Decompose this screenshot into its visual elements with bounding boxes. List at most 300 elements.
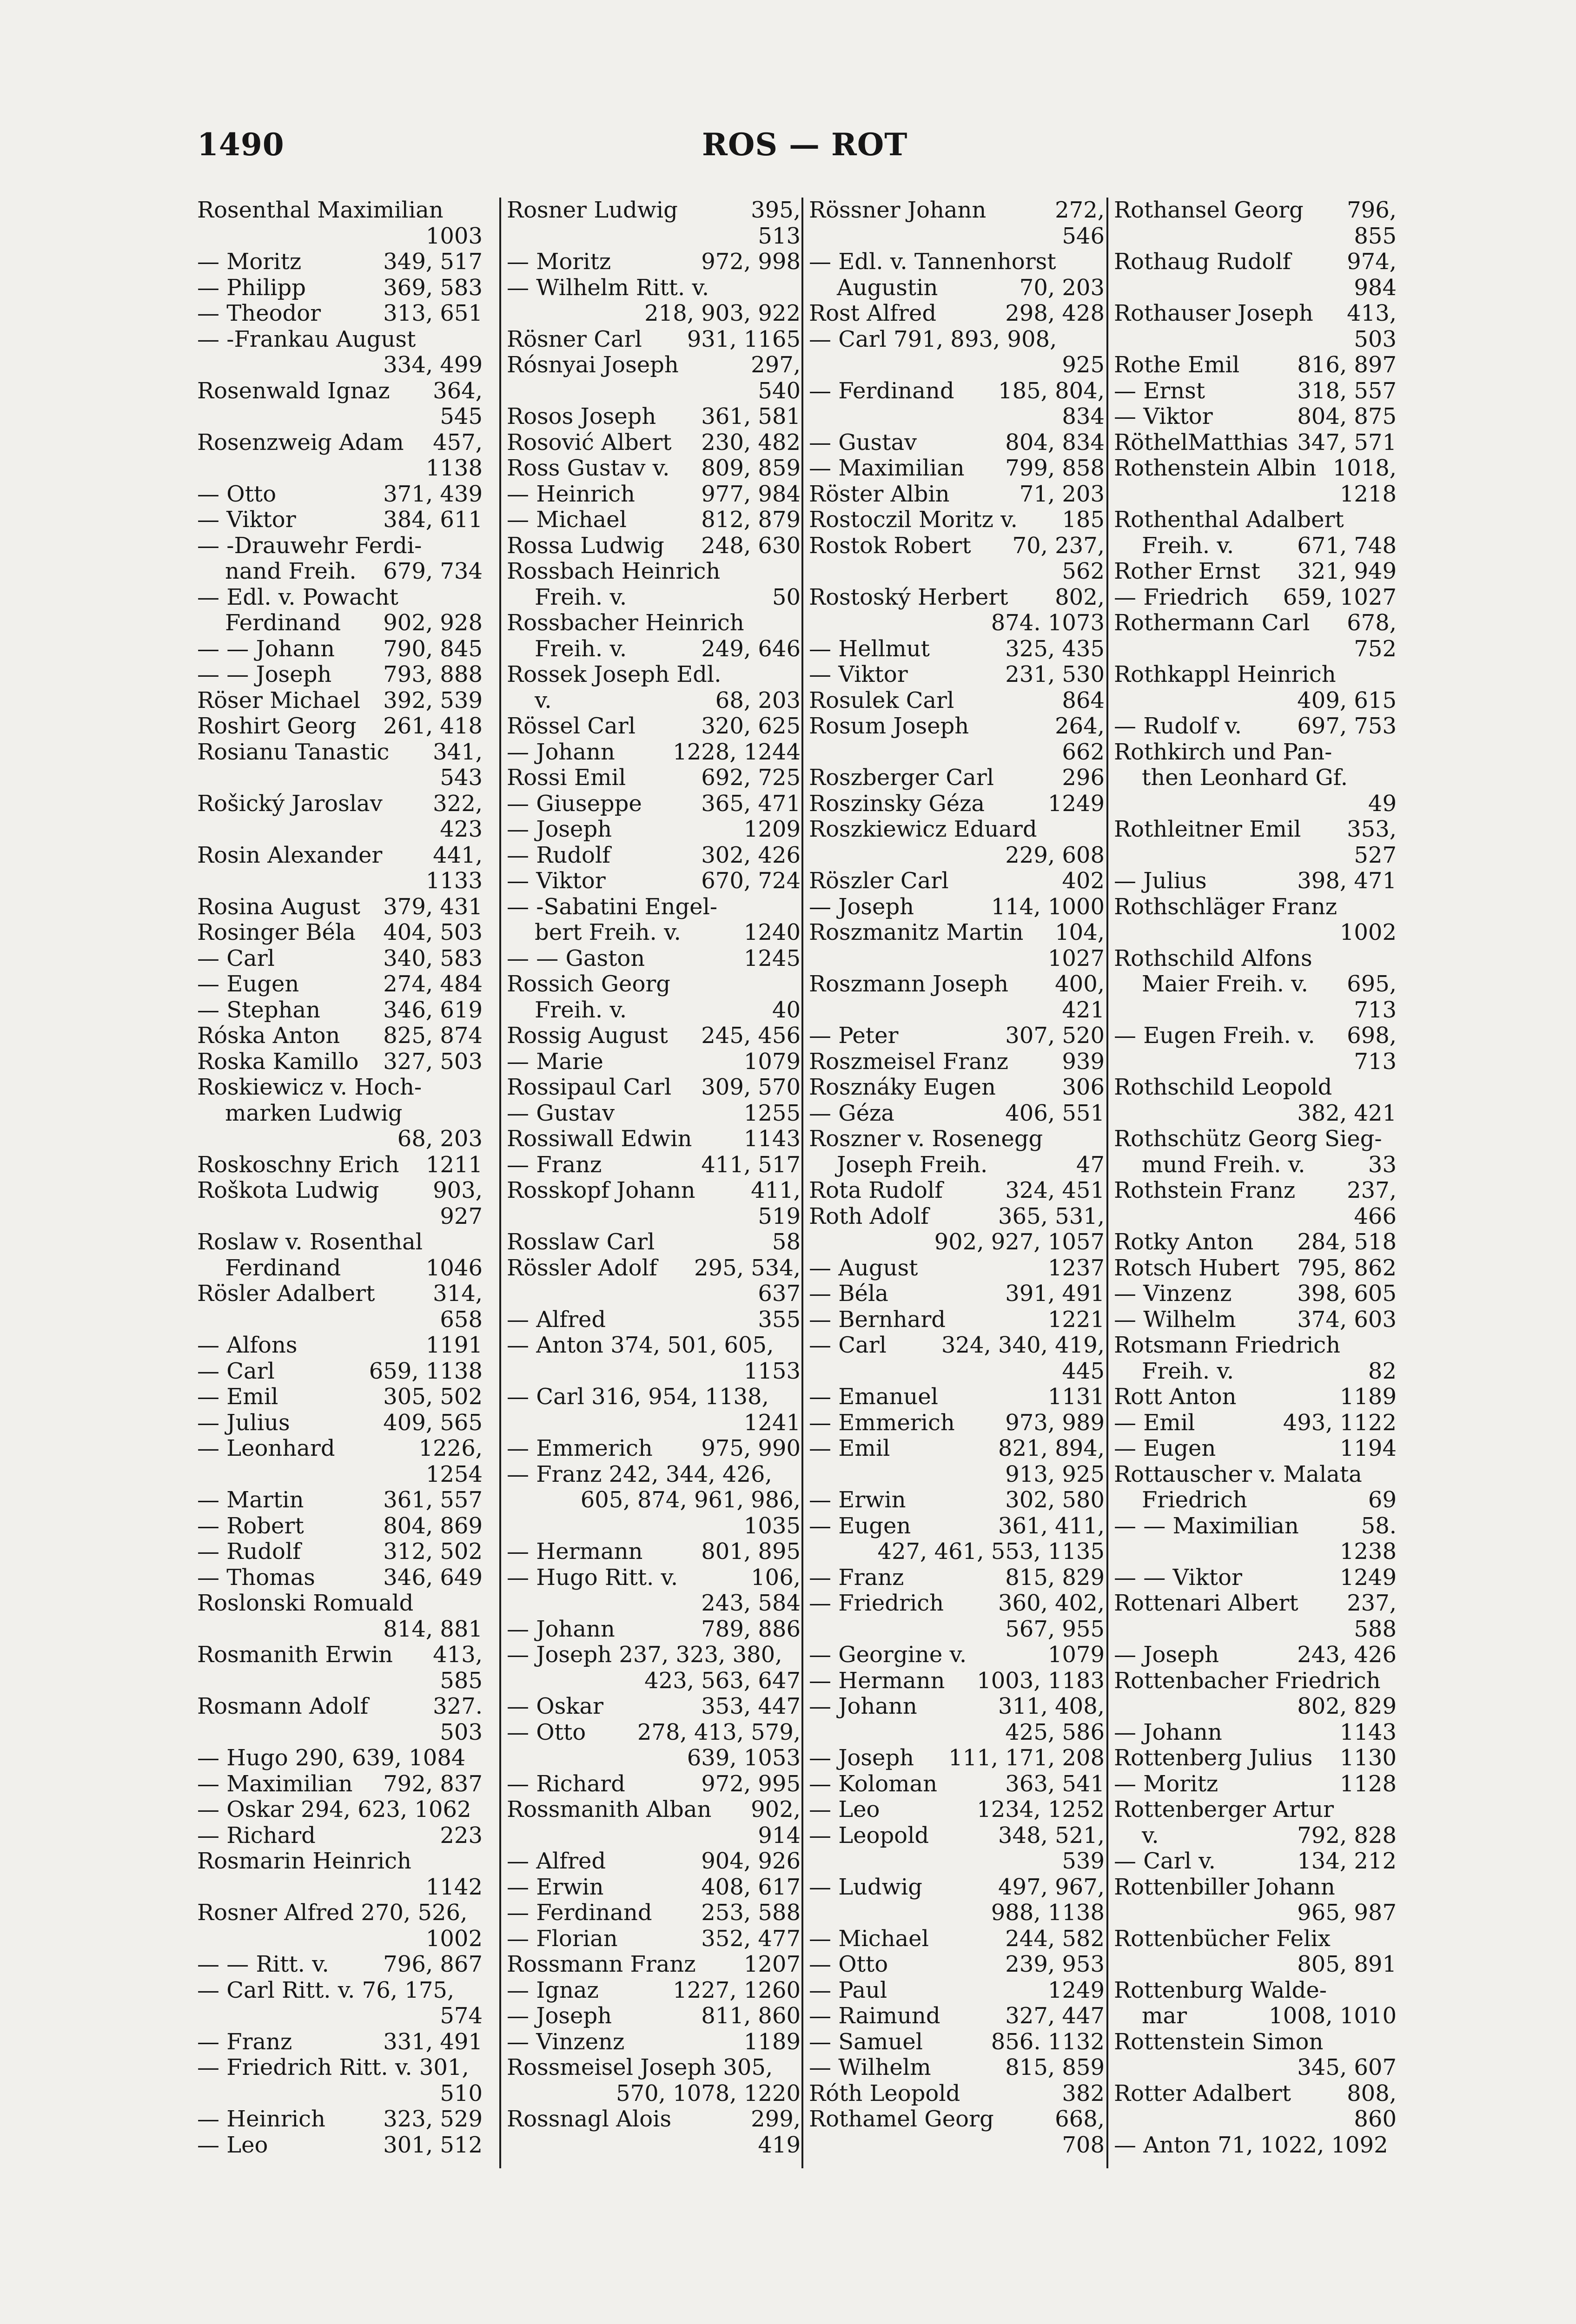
index-line (809, 2055, 1105, 2081)
index-line: 510 (440, 2080, 483, 2106)
entry-name: — Leo (809, 1797, 880, 1822)
index-line (809, 1513, 1105, 1539)
entry-name: Rosslaw Carl (507, 1229, 655, 1255)
index-line: 588 (1354, 1616, 1397, 1642)
entry-name: Rossig August (507, 1023, 668, 1049)
index-line (809, 1281, 1105, 1307)
index-line: 855 (1354, 223, 1397, 249)
entry-name: — Joseph (809, 894, 914, 920)
index-line: Roskiewicz v. Hoch- (197, 1075, 422, 1100)
index-line (1114, 1281, 1397, 1307)
entry-name: — Viktor (809, 662, 908, 687)
entry-pages: 903, (433, 1178, 483, 1203)
entry-name: Rothaug Rudolf (1114, 249, 1291, 275)
entry-name: Rosmanith Erwin (197, 1642, 393, 1668)
index-line (507, 456, 801, 482)
entry-pages: 671, 748 (1297, 533, 1397, 559)
index-line (809, 2003, 1105, 2029)
index-line: 914 (758, 1822, 801, 1849)
entry-pages: 185 (1062, 507, 1105, 533)
index-line (197, 1771, 483, 1797)
entry-name: — Alfons (197, 1333, 298, 1358)
index-line (507, 1436, 801, 1462)
index-line: Rottenbiller Johann (1114, 1874, 1335, 1900)
entry-name: Rother Ernst (1114, 559, 1260, 584)
index-line (507, 997, 801, 1023)
index-line (197, 559, 483, 585)
entry-pages: 804, 869 (383, 1513, 483, 1539)
index-line: Rotsmann Friedrich (1114, 1333, 1341, 1358)
entry-name: Rossi Emil (507, 765, 626, 791)
index-line (507, 868, 801, 894)
entry-name: — Giuseppe (507, 791, 642, 817)
index-line (197, 1255, 483, 1281)
entry-pages: 58. (1361, 1513, 1397, 1539)
entry-name: Rothermann Carl (1114, 610, 1310, 636)
index-line (507, 946, 801, 972)
index-line: — Carl 791, 893, 908, (809, 326, 1057, 352)
index-line (809, 636, 1105, 662)
entry-name: Rothamel Georg (809, 2106, 994, 2132)
index-line: 814, 881 (383, 1616, 483, 1642)
index-line: 965, 987 (1297, 1900, 1397, 1926)
index-line: Roslaw v. Rosenthal (197, 1229, 423, 1255)
entry-name: Rosianu Tanastic (197, 739, 390, 765)
entry-pages: 82 (1368, 1358, 1397, 1384)
index-line (1114, 249, 1397, 275)
entry-pages: 361, 557 (383, 1487, 483, 1513)
entry-name: Ross Gustav v. (507, 456, 670, 481)
entry-pages: 1237 (1047, 1255, 1105, 1281)
index-line (197, 1694, 483, 1720)
entry-pages: 40 (772, 997, 801, 1023)
index-line (809, 2106, 1105, 2133)
index-line (809, 1487, 1105, 1513)
entry-name: Roszmanitz Martin (809, 920, 1024, 945)
index-line: Rothschütz Georg Sieg- (1114, 1126, 1382, 1152)
entry-pages: 406, 551 (1005, 1100, 1105, 1126)
index-line (1114, 1229, 1397, 1255)
entry-name: Rosos Joseph (507, 404, 656, 429)
entry-pages: 302, 580 (1005, 1487, 1105, 1513)
index-line: 345, 607 (1297, 2055, 1397, 2080)
entry-name: — Joseph (507, 2003, 612, 2029)
index-line (507, 482, 801, 508)
entry-pages: 698, (1347, 1023, 1397, 1049)
entry-pages: 1194 (1339, 1436, 1397, 1461)
index-line: marken Ludwig (225, 1100, 403, 1126)
entry-name: Rosović Albert (507, 429, 672, 456)
entry-name: — Franz (809, 1565, 904, 1591)
index-line: Rossich Georg (507, 971, 671, 997)
index-line (507, 1101, 801, 1127)
index-line (197, 507, 483, 533)
index-line (809, 688, 1105, 714)
index-line (507, 1617, 801, 1643)
index-line (809, 1178, 1105, 1204)
index-line: 527 (1354, 842, 1397, 868)
index-line: Rottenbücher Felix (1114, 1926, 1331, 1952)
entry-pages: 364, (433, 378, 483, 404)
entry-pages: 239, 953 (1005, 1952, 1105, 1977)
entry-name: — Alfred (507, 1307, 606, 1333)
index-line: 1254 (425, 1461, 483, 1487)
entry-pages: 249, 646 (701, 636, 801, 662)
index-line: Rothschläger Franz (1114, 894, 1338, 920)
entry-name: — Marie (507, 1049, 603, 1075)
index-line (507, 1126, 801, 1152)
entry-pages: 398, 471 (1297, 868, 1397, 894)
index-column-4 (1106, 198, 1397, 2168)
entry-name: — Theodor (197, 301, 321, 326)
entry-pages: 245, 456 (701, 1023, 801, 1049)
index-line (507, 1978, 801, 2004)
index-line (809, 1101, 1105, 1127)
index-line (809, 1694, 1105, 1720)
index-line (1114, 378, 1397, 404)
entry-name: — Eugen (197, 971, 299, 997)
index-line (197, 275, 483, 301)
entry-name: Rossnagl Alois (507, 2106, 672, 2132)
index-line (809, 198, 1105, 224)
entry-name: — Rudolf (197, 1539, 301, 1565)
entry-pages: 248, 630 (701, 533, 801, 559)
entry-name: Rösner Carl (507, 326, 642, 352)
index-line (507, 1875, 801, 1901)
entry-pages: 360, 402, (998, 1591, 1105, 1616)
index-line: 988, 1138 (991, 1900, 1105, 1926)
index-line: — Wilhelm Ritt. v. (507, 275, 709, 301)
index-line: 218, 903, 922 (644, 301, 801, 326)
index-line: 409, 615 (1297, 687, 1397, 713)
entry-name: Rosina August (197, 894, 360, 920)
entry-name: bert Freih. v. (535, 920, 681, 945)
index-line (197, 2029, 483, 2055)
index-line (197, 2133, 483, 2159)
entry-name: Röser Michael (197, 687, 360, 713)
entry-name: — Rudolf (507, 842, 611, 868)
index-line: 658 (440, 1307, 483, 1333)
index-line: 419 (758, 2132, 801, 2158)
index-line (1114, 1410, 1397, 1436)
index-line: Rothschild Alfons (1114, 945, 1312, 971)
entry-name: Roszmeisel Franz (809, 1049, 1008, 1075)
index-line (809, 1952, 1105, 1978)
entry-pages: 327, 447 (1005, 2003, 1105, 2029)
entry-name: — Joseph (809, 1745, 914, 1771)
entry-name: — Viktor (507, 868, 606, 894)
index-line: Rottenstein Simon (1114, 2029, 1324, 2055)
entry-pages: 71, 203 (1019, 481, 1105, 507)
index-line (197, 1152, 483, 1178)
index-line (197, 920, 483, 946)
entry-name: Roshirt Georg (197, 713, 357, 739)
entry-name: — Joseph (507, 817, 612, 842)
index-line (809, 1307, 1105, 1333)
entry-pages: 47 (1076, 1152, 1105, 1178)
index-line (1114, 301, 1397, 327)
entry-name: — Leonhard (197, 1436, 335, 1461)
index-line (197, 1333, 483, 1359)
index-line (1114, 352, 1397, 378)
entry-name: — Otto (809, 1952, 888, 1977)
entry-pages: 298, 428 (1005, 301, 1105, 326)
index-line: — -Frankau August (197, 326, 416, 352)
entry-pages: 1255 (743, 1100, 801, 1126)
entry-pages: 353, (1347, 817, 1397, 842)
index-line (197, 1487, 483, 1513)
index-line (809, 1926, 1105, 1952)
index-line: 503 (440, 1719, 483, 1745)
entry-pages: 975, 990 (701, 1436, 801, 1461)
index-line (1114, 610, 1397, 636)
index-line: 334, 499 (383, 352, 483, 378)
index-line (1114, 559, 1397, 585)
entry-name: — Samuel (809, 2029, 923, 2055)
entry-name: Rota Rudolf (809, 1178, 943, 1203)
entry-name: Rothstein Franz (1114, 1178, 1296, 1203)
index-line (507, 1075, 801, 1101)
index-line (1114, 1849, 1397, 1875)
index-line: then Leonhard Gf. (1142, 765, 1348, 791)
entry-name: — Eugen (809, 1513, 911, 1539)
index-line (197, 1384, 483, 1410)
index-line (507, 1565, 801, 1591)
entry-pages: 856. 1132 (991, 2029, 1105, 2055)
entry-pages: 409, 565 (383, 1410, 483, 1436)
index-line (197, 378, 483, 404)
entry-name: — Friedrich (1114, 584, 1249, 610)
entry-pages: 811, 860 (701, 2003, 801, 2029)
index-line: Roszkiewicz Eduard (809, 817, 1037, 842)
entry-pages: 111, 171, 208 (948, 1745, 1105, 1771)
index-line: 539 (1062, 1849, 1105, 1874)
entry-name: nand Freih. (225, 559, 357, 584)
index-line (197, 1178, 483, 1204)
entry-name: Joseph Freih. (837, 1152, 988, 1178)
index-line: 639, 1053 (687, 1745, 801, 1771)
entry-name: Rothe Emil (1114, 352, 1240, 378)
index-line (809, 662, 1105, 688)
index-line: 713 (1354, 997, 1397, 1023)
entry-pages: 801, 895 (701, 1539, 801, 1565)
entry-name: — Hellmut (809, 636, 930, 662)
entry-pages: 1249 (1047, 1977, 1105, 2003)
entry-pages: 1003, 1183 (977, 1668, 1105, 1694)
entry-pages: 792, 828 (1297, 1822, 1397, 1849)
entry-name: Rosin Alexander (197, 842, 383, 868)
index-line (1114, 2081, 1397, 2107)
index-line: 802, 829 (1297, 1694, 1397, 1719)
entry-pages: 237, (1347, 1178, 1397, 1203)
entry-name: — Erwin (809, 1487, 906, 1513)
entry-pages: 307, 520 (1005, 1023, 1105, 1049)
index-line: Rothkappl Heinrich (1114, 662, 1336, 687)
index-line (1114, 1513, 1397, 1539)
entry-pages: 327. (433, 1694, 483, 1719)
index-line (197, 739, 483, 766)
entry-name: — Julius (1114, 868, 1207, 894)
entry-pages: 1131 (1047, 1384, 1105, 1410)
entry-pages: 809, 859 (701, 456, 801, 481)
index-line (197, 997, 483, 1023)
index-line: — Hugo 290, 639, 1084 (197, 1745, 466, 1771)
entry-pages: 346, 619 (383, 997, 483, 1023)
entry-pages: 864 (1062, 687, 1105, 713)
entry-pages: 70, 203 (1019, 275, 1105, 301)
entry-pages: 318, 557 (1297, 378, 1397, 404)
index-line (507, 2106, 801, 2133)
entry-name: — Carl (197, 945, 275, 971)
entry-name: Rottenari Albert (1114, 1591, 1298, 1616)
entry-pages: 1191 (425, 1333, 483, 1358)
index-line: — Joseph 237, 323, 380, (507, 1642, 782, 1668)
entry-name: Rostok Robert (809, 533, 971, 559)
entry-pages: 324, 451 (1005, 1178, 1105, 1203)
entry-name: Rothauser Joseph (1114, 301, 1313, 326)
index-line (809, 1875, 1105, 1901)
index-line (507, 249, 801, 275)
entry-name: Rossiwall Edwin (507, 1126, 692, 1152)
entry-name: — Franz (507, 1152, 602, 1178)
index-line (809, 1410, 1105, 1436)
entry-pages: 902, 928 (383, 610, 483, 636)
entry-name: Freih. v. (1142, 533, 1234, 559)
index-line: 902, 927, 1057 (934, 1229, 1105, 1255)
entry-name: Freih. v. (1142, 1358, 1234, 1384)
index-line (809, 894, 1105, 920)
index-line (1114, 1178, 1397, 1204)
index-line: 708 (1062, 2132, 1105, 2158)
entry-name: Rosmann Adolf (197, 1694, 369, 1719)
entry-pages: 411, (751, 1178, 801, 1203)
entry-pages: 1189 (1339, 1384, 1397, 1410)
index-line (507, 1720, 801, 1746)
index-line (1114, 713, 1397, 739)
index-line: 913, 925 (1005, 1461, 1105, 1487)
entry-name: Rósnyai Joseph (507, 352, 679, 378)
index-line (1114, 971, 1397, 997)
entry-name: Rothansel Georg (1114, 198, 1304, 223)
entry-name: — Peter (809, 1023, 899, 1049)
index-line: 1003 (425, 223, 483, 249)
index-line (507, 920, 801, 946)
entry-name: Rottenberg Julius (1114, 1745, 1313, 1771)
entry-name: Rosznáky Eugen (809, 1075, 996, 1100)
index-line (507, 1049, 801, 1075)
index-line (809, 482, 1105, 508)
entry-name: — Hermann (507, 1539, 643, 1565)
entry-name: — Maximilian (197, 1771, 353, 1797)
entry-name: — Richard (197, 1822, 316, 1849)
running-head: ROS — ROT (702, 126, 908, 163)
entry-name: Rosskopf Johann (507, 1178, 695, 1203)
entry-pages: 789, 886 (701, 1616, 801, 1642)
index-line: 567, 955 (1005, 1616, 1105, 1642)
entry-name: Freih. v. (535, 584, 627, 610)
entry-pages: 413, (1347, 301, 1397, 326)
index-line (197, 894, 483, 920)
index-line (809, 1075, 1105, 1101)
entry-pages: 104, (1055, 920, 1105, 945)
index-line (197, 1023, 483, 1049)
entry-pages: 384, 611 (383, 507, 483, 533)
index-line: 546 (1062, 223, 1105, 249)
entry-name: — Maximilian (809, 456, 965, 481)
entry-pages: 400, (1055, 971, 1105, 997)
entry-name: Augustin (837, 275, 938, 301)
index-line: Rossmeisel Joseph 305, (507, 2055, 773, 2080)
index-line: 1002 (425, 1926, 483, 1952)
entry-pages: 365, 531, (998, 1203, 1105, 1229)
index-line: 860 (1354, 2106, 1397, 2132)
entry-name: — Paul (809, 1977, 887, 2003)
index-line: Roszner v. Rosenegg (809, 1126, 1043, 1152)
index-line (809, 585, 1105, 611)
entry-pages: 312, 502 (383, 1539, 483, 1565)
index-line (809, 1384, 1105, 1410)
entry-pages: 931, 1165 (687, 326, 801, 352)
entry-pages: 296 (1062, 765, 1105, 791)
entry-pages: 697, 753 (1297, 713, 1397, 739)
index-line (1114, 533, 1397, 559)
index-line (507, 1926, 801, 1952)
entry-name: Röster Albin (809, 481, 950, 507)
entry-name: — — Ritt. v. (197, 1952, 329, 1977)
entry-pages: 792, 837 (383, 1771, 483, 1797)
entry-pages: 659, 1138 (369, 1358, 483, 1384)
index-line (197, 1565, 483, 1591)
entry-name: Rossipaul Carl (507, 1075, 672, 1100)
index-line: 713 (1354, 1049, 1397, 1075)
entry-name: Roškota Ludwig (197, 1178, 379, 1203)
index-line: 585 (440, 1668, 483, 1694)
entry-name: Rosum Joseph (809, 713, 969, 739)
entry-name: Rössler Adolf (507, 1255, 657, 1281)
entry-pages: 278, 413, 579, (637, 1719, 801, 1745)
entry-pages: 1227, 1260 (673, 1977, 801, 2003)
index-line (1114, 198, 1397, 224)
entry-pages: 369, 583 (383, 275, 483, 301)
entry-name: Rothenstein Albin (1114, 456, 1317, 481)
entry-name: — Oskar (507, 1694, 603, 1719)
entry-name: Rotsch Hubert (1114, 1255, 1280, 1281)
entry-pages: 411, 517 (701, 1152, 801, 1178)
entry-name: Róth Leopold (809, 2080, 960, 2106)
entry-pages: 1228, 1244 (673, 739, 801, 765)
entry-pages: 1240 (743, 920, 801, 945)
index-line (809, 2029, 1105, 2055)
entry-name: — Johann (809, 1694, 917, 1719)
index-line (809, 2081, 1105, 2107)
index-line: 543 (440, 765, 483, 791)
entry-name: — Michael (507, 507, 627, 533)
entry-pages: 274, 484 (383, 971, 483, 997)
index-line: Rossek Joseph Edl. (507, 662, 722, 687)
entry-name: — Koloman (809, 1771, 938, 1797)
entry-name: — Richard (507, 1771, 625, 1797)
entry-name: Rossmanith Alban (507, 1797, 712, 1822)
index-line: — Carl Ritt. v. 76, 175, (197, 1977, 455, 2003)
index-line (507, 1771, 801, 1797)
index-line: Rosner Alfred 270, 526, (197, 1900, 468, 1926)
index-line: 1238 (1339, 1539, 1397, 1565)
index-line (1114, 1436, 1397, 1462)
index-line (507, 1178, 801, 1204)
index-line (507, 1539, 801, 1565)
index-line (1114, 585, 1397, 611)
entry-name: — Ferdinand (809, 378, 954, 404)
